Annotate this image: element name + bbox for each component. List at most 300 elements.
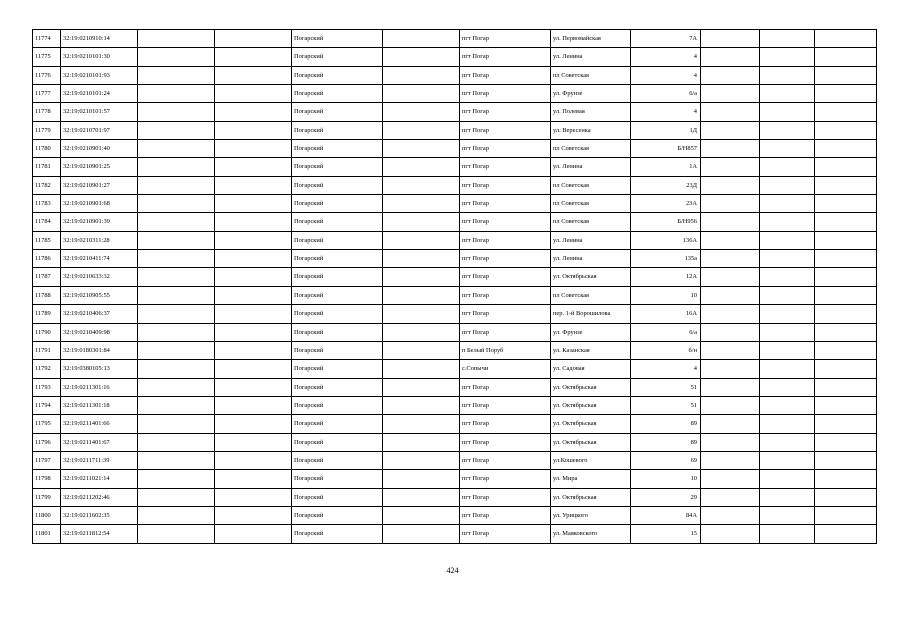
district-cell: Погарский [292, 323, 383, 341]
house-number-cell: б/н [631, 341, 701, 359]
row-number-cell: 11775 [33, 48, 61, 66]
district-cell: Погарский [292, 213, 383, 231]
row-number-cell: 11795 [33, 415, 61, 433]
empty-cell [383, 488, 460, 506]
empty-cell [701, 231, 760, 249]
table-row [33, 48, 877, 66]
cadastral-number-cell: 32:19:0211301:16 [61, 378, 138, 396]
empty-cell [215, 250, 292, 268]
empty-cell [760, 323, 815, 341]
locality-cell: п Белый Поруб [460, 341, 551, 359]
cadastral-number-cell: 32:19:0380105:13 [61, 360, 138, 378]
table-row [33, 341, 877, 359]
locality-cell: пгт Погар [460, 66, 551, 84]
house-number-cell: 10 [631, 470, 701, 488]
district-cell: Погарский [292, 525, 383, 543]
street-cell: ул. Фрунзе [551, 85, 631, 103]
district-cell: Погарский [292, 286, 383, 304]
house-number-cell: 23А [631, 195, 701, 213]
house-number-cell: 7А [631, 30, 701, 48]
empty-cell [701, 286, 760, 304]
table-row [33, 506, 877, 524]
locality-cell: пгт Погар [460, 85, 551, 103]
street-cell: ул. Октябрьская [551, 488, 631, 506]
empty-cell [815, 121, 877, 139]
house-number-cell: 1А [631, 158, 701, 176]
house-number-cell: 51 [631, 396, 701, 414]
empty-cell [815, 341, 877, 359]
street-cell: пер. 1-й Ворошилова [551, 305, 631, 323]
empty-cell [815, 30, 877, 48]
table-row [33, 176, 877, 194]
empty-cell [138, 176, 215, 194]
empty-cell [215, 525, 292, 543]
table-row [33, 286, 877, 304]
empty-cell [701, 250, 760, 268]
locality-cell: пгт Погар [460, 48, 551, 66]
empty-cell [215, 470, 292, 488]
empty-cell [383, 378, 460, 396]
empty-cell [760, 488, 815, 506]
district-cell: Погарский [292, 176, 383, 194]
empty-cell [815, 378, 877, 396]
district-cell: Погарский [292, 30, 383, 48]
house-number-cell: Б/Н857 [631, 140, 701, 158]
street-cell: ул. Ленина [551, 250, 631, 268]
empty-cell [138, 360, 215, 378]
empty-cell [815, 415, 877, 433]
row-number-cell: 11791 [33, 341, 61, 359]
house-number-cell: 89 [631, 415, 701, 433]
row-number-cell: 11794 [33, 396, 61, 414]
street-cell: ул.Кошевого [551, 451, 631, 469]
street-cell: пл Советская [551, 286, 631, 304]
empty-cell [383, 341, 460, 359]
house-number-cell: 10 [631, 286, 701, 304]
locality-cell: пгт Погар [460, 433, 551, 451]
district-cell: Погарский [292, 231, 383, 249]
empty-cell [701, 195, 760, 213]
row-number-cell: 11781 [33, 158, 61, 176]
row-number-cell: 11793 [33, 378, 61, 396]
empty-cell [760, 66, 815, 84]
empty-cell [815, 525, 877, 543]
house-number-cell: 4 [631, 66, 701, 84]
cadastral-number-cell: 32:19:0210633:32 [61, 268, 138, 286]
locality-cell: пгт Погар [460, 286, 551, 304]
empty-cell [215, 360, 292, 378]
cadastral-number-cell: 32:19:0210901:25 [61, 158, 138, 176]
empty-cell [760, 30, 815, 48]
empty-cell [383, 176, 460, 194]
empty-cell [760, 140, 815, 158]
empty-cell [760, 433, 815, 451]
empty-cell [138, 66, 215, 84]
empty-cell [383, 415, 460, 433]
empty-cell [138, 525, 215, 543]
street-cell: ул. Маяковского [551, 525, 631, 543]
house-number-cell: 29 [631, 488, 701, 506]
empty-cell [383, 268, 460, 286]
empty-cell [215, 103, 292, 121]
empty-cell [138, 140, 215, 158]
empty-cell [138, 396, 215, 414]
house-number-cell: 136А [631, 231, 701, 249]
district-cell: Погарский [292, 103, 383, 121]
street-cell: ул. Октябрьская [551, 415, 631, 433]
district-cell: Погарский [292, 195, 383, 213]
row-number-cell: 11789 [33, 305, 61, 323]
empty-cell [760, 360, 815, 378]
empty-cell [215, 378, 292, 396]
empty-cell [138, 195, 215, 213]
empty-cell [383, 213, 460, 231]
empty-cell [215, 415, 292, 433]
locality-cell: пгт Погар [460, 195, 551, 213]
empty-cell [815, 231, 877, 249]
empty-cell [138, 286, 215, 304]
empty-cell [701, 48, 760, 66]
district-cell: Погарский [292, 268, 383, 286]
empty-cell [760, 231, 815, 249]
district-cell: Погарский [292, 360, 383, 378]
empty-cell [760, 506, 815, 524]
house-number-cell: 69 [631, 451, 701, 469]
table-row [33, 525, 877, 543]
empty-cell [138, 158, 215, 176]
row-number-cell: 11776 [33, 66, 61, 84]
cadastral-number-cell: 32:19:0210406:37 [61, 305, 138, 323]
locality-cell: пгт Погар [460, 213, 551, 231]
cadastral-number-cell: 32:19:0210901:40 [61, 140, 138, 158]
empty-cell [215, 213, 292, 231]
empty-cell [138, 506, 215, 524]
table-row [33, 195, 877, 213]
locality-cell: пгт Погар [460, 268, 551, 286]
cadastral-number-cell: 32:19:0211602:35 [61, 506, 138, 524]
row-number-cell: 11788 [33, 286, 61, 304]
empty-cell [815, 85, 877, 103]
table-row [33, 250, 877, 268]
empty-cell [815, 250, 877, 268]
locality-cell: пгт Погар [460, 30, 551, 48]
street-cell: ул. Полевая [551, 103, 631, 121]
street-cell: ул. Мира [551, 470, 631, 488]
row-number-cell: 11778 [33, 103, 61, 121]
empty-cell [760, 48, 815, 66]
empty-cell [383, 525, 460, 543]
table-row [33, 66, 877, 84]
empty-cell [383, 30, 460, 48]
district-cell: Погарский [292, 341, 383, 359]
district-cell: Погарский [292, 396, 383, 414]
row-number-cell: 11799 [33, 488, 61, 506]
empty-cell [383, 396, 460, 414]
house-number-cell: 51 [631, 378, 701, 396]
district-cell: Погарский [292, 158, 383, 176]
empty-cell [815, 396, 877, 414]
cadastral-number-cell: 32:19:0210409:98 [61, 323, 138, 341]
table-row [33, 323, 877, 341]
empty-cell [701, 66, 760, 84]
empty-cell [815, 506, 877, 524]
empty-cell [215, 30, 292, 48]
street-cell: ул. Первомайская [551, 30, 631, 48]
empty-cell [701, 323, 760, 341]
street-cell: пл Советская [551, 66, 631, 84]
district-cell: Погарский [292, 488, 383, 506]
row-number-cell: 11787 [33, 268, 61, 286]
empty-cell [138, 488, 215, 506]
table-row [33, 470, 877, 488]
locality-cell: пгт Погар [460, 121, 551, 139]
house-number-cell: 6/а [631, 323, 701, 341]
district-cell: Погарский [292, 140, 383, 158]
cadastral-number-cell: 32:19:0211812:54 [61, 525, 138, 543]
empty-cell [815, 488, 877, 506]
table-row [33, 158, 877, 176]
locality-cell: пгт Погар [460, 451, 551, 469]
row-number-cell: 11784 [33, 213, 61, 231]
empty-cell [215, 506, 292, 524]
row-number-cell: 11783 [33, 195, 61, 213]
empty-cell [760, 268, 815, 286]
locality-cell: пгт Погар [460, 231, 551, 249]
empty-cell [138, 415, 215, 433]
empty-cell [215, 121, 292, 139]
locality-cell: пгт Погар [460, 470, 551, 488]
table-row [33, 488, 877, 506]
district-cell: Погарский [292, 121, 383, 139]
empty-cell [383, 121, 460, 139]
house-number-cell: 4 [631, 360, 701, 378]
empty-cell [760, 286, 815, 304]
empty-cell [215, 176, 292, 194]
empty-cell [760, 103, 815, 121]
table-row [33, 268, 877, 286]
row-number-cell: 11797 [33, 451, 61, 469]
empty-cell [138, 268, 215, 286]
empty-cell [815, 305, 877, 323]
empty-cell [215, 488, 292, 506]
row-number-cell: 11780 [33, 140, 61, 158]
empty-cell [383, 451, 460, 469]
street-cell: ул. Фрунзе [551, 323, 631, 341]
locality-cell: пгт Погар [460, 250, 551, 268]
registry-table [32, 29, 877, 544]
empty-cell [138, 213, 215, 231]
street-cell: пл Советская [551, 140, 631, 158]
empty-cell [215, 286, 292, 304]
street-cell: ул. Октябрьская [551, 268, 631, 286]
locality-cell: пгт Погар [460, 525, 551, 543]
empty-cell [760, 451, 815, 469]
empty-cell [138, 30, 215, 48]
empty-cell [138, 470, 215, 488]
empty-cell [701, 415, 760, 433]
street-cell: ул. Ленина [551, 231, 631, 249]
empty-cell [383, 231, 460, 249]
row-number-cell: 11800 [33, 506, 61, 524]
house-number-cell: 89 [631, 433, 701, 451]
table-row [33, 451, 877, 469]
locality-cell: пгт Погар [460, 305, 551, 323]
table-row [33, 121, 877, 139]
street-cell: ул. Урицкого [551, 506, 631, 524]
empty-cell [701, 268, 760, 286]
district-cell: Погарский [292, 415, 383, 433]
empty-cell [383, 195, 460, 213]
empty-cell [215, 66, 292, 84]
cadastral-number-cell: 32:19:0211401:66 [61, 415, 138, 433]
empty-cell [760, 470, 815, 488]
empty-cell [701, 506, 760, 524]
locality-cell: пгт Погар [460, 415, 551, 433]
row-number-cell: 11801 [33, 525, 61, 543]
empty-cell [701, 305, 760, 323]
empty-cell [815, 433, 877, 451]
district-cell: Погарский [292, 470, 383, 488]
cadastral-number-cell: 32:19:0211401:67 [61, 433, 138, 451]
empty-cell [215, 195, 292, 213]
cadastral-number-cell: 32:19:0211711:39 [61, 451, 138, 469]
empty-cell [383, 103, 460, 121]
empty-cell [383, 305, 460, 323]
row-number-cell: 11777 [33, 85, 61, 103]
house-number-cell: 6/а [631, 85, 701, 103]
district-cell: Погарский [292, 250, 383, 268]
locality-cell: пгт Погар [460, 506, 551, 524]
street-cell: пл Советская [551, 213, 631, 231]
table-row [33, 30, 877, 48]
locality-cell: с.Сопычи [460, 360, 551, 378]
empty-cell [760, 305, 815, 323]
cadastral-number-cell: 32:19:0210311:28 [61, 231, 138, 249]
empty-cell [760, 158, 815, 176]
empty-cell [215, 231, 292, 249]
empty-cell [701, 360, 760, 378]
cadastral-number-cell: 32:19:0211202:46 [61, 488, 138, 506]
empty-cell [760, 250, 815, 268]
street-cell: ул. Октябрьская [551, 433, 631, 451]
street-cell: пл Советская [551, 176, 631, 194]
empty-cell [138, 103, 215, 121]
district-cell: Погарский [292, 433, 383, 451]
district-cell: Погарский [292, 85, 383, 103]
empty-cell [138, 341, 215, 359]
empty-cell [701, 158, 760, 176]
empty-cell [701, 341, 760, 359]
empty-cell [701, 121, 760, 139]
cadastral-number-cell: 32:19:0210101:57 [61, 103, 138, 121]
empty-cell [701, 396, 760, 414]
empty-cell [701, 85, 760, 103]
empty-cell [138, 48, 215, 66]
empty-cell [760, 525, 815, 543]
street-cell: ул. Вересенка [551, 121, 631, 139]
empty-cell [815, 66, 877, 84]
empty-cell [760, 85, 815, 103]
empty-cell [701, 213, 760, 231]
empty-cell [701, 451, 760, 469]
locality-cell: пгт Погар [460, 158, 551, 176]
empty-cell [815, 286, 877, 304]
empty-cell [815, 176, 877, 194]
house-number-cell: 1Д [631, 121, 701, 139]
empty-cell [215, 268, 292, 286]
empty-cell [815, 140, 877, 158]
empty-cell [215, 341, 292, 359]
district-cell: Погарский [292, 506, 383, 524]
registry-table-body [33, 30, 877, 544]
cadastral-number-cell: 32:19:0210101:24 [61, 85, 138, 103]
house-number-cell: 23Д [631, 176, 701, 194]
cadastral-number-cell: 32:19:0210901:68 [61, 195, 138, 213]
empty-cell [383, 158, 460, 176]
cadastral-number-cell: 32:19:0210701:97 [61, 121, 138, 139]
empty-cell [215, 140, 292, 158]
empty-cell [138, 250, 215, 268]
street-cell: ул. Садовая [551, 360, 631, 378]
cadastral-number-cell: 32:19:0210901:27 [61, 176, 138, 194]
row-number-cell: 11796 [33, 433, 61, 451]
empty-cell [383, 48, 460, 66]
empty-cell [815, 213, 877, 231]
empty-cell [760, 415, 815, 433]
empty-cell [383, 66, 460, 84]
row-number-cell: 11774 [33, 30, 61, 48]
cadastral-number-cell: 32:19:0210901:39 [61, 213, 138, 231]
empty-cell [701, 488, 760, 506]
table-row [33, 103, 877, 121]
empty-cell [701, 30, 760, 48]
locality-cell: пгт Погар [460, 103, 551, 121]
empty-cell [215, 158, 292, 176]
empty-cell [815, 48, 877, 66]
empty-cell [701, 378, 760, 396]
row-number-cell: 11779 [33, 121, 61, 139]
row-number-cell: 11782 [33, 176, 61, 194]
cadastral-number-cell: 32:19:0180301:84 [61, 341, 138, 359]
empty-cell [701, 103, 760, 121]
cadastral-number-cell: 32:19:0211301:18 [61, 396, 138, 414]
table-row [33, 231, 877, 249]
empty-cell [701, 470, 760, 488]
empty-cell [383, 506, 460, 524]
empty-cell [138, 451, 215, 469]
house-number-cell: Б/Н956 [631, 213, 701, 231]
empty-cell [383, 286, 460, 304]
empty-cell [383, 433, 460, 451]
cadastral-number-cell: 32:19:0210101:30 [61, 48, 138, 66]
district-cell: Погарский [292, 66, 383, 84]
empty-cell [760, 396, 815, 414]
empty-cell [760, 378, 815, 396]
empty-cell [215, 396, 292, 414]
empty-cell [815, 268, 877, 286]
empty-cell [383, 470, 460, 488]
cadastral-number-cell: 32:19:0211021:14 [61, 470, 138, 488]
empty-cell [138, 231, 215, 249]
table-row [33, 415, 877, 433]
empty-cell [215, 85, 292, 103]
empty-cell [760, 176, 815, 194]
empty-cell [138, 323, 215, 341]
street-cell: ул. Ленина [551, 48, 631, 66]
empty-cell [138, 305, 215, 323]
street-cell: ул. Ленина [551, 158, 631, 176]
table-row [33, 378, 877, 396]
